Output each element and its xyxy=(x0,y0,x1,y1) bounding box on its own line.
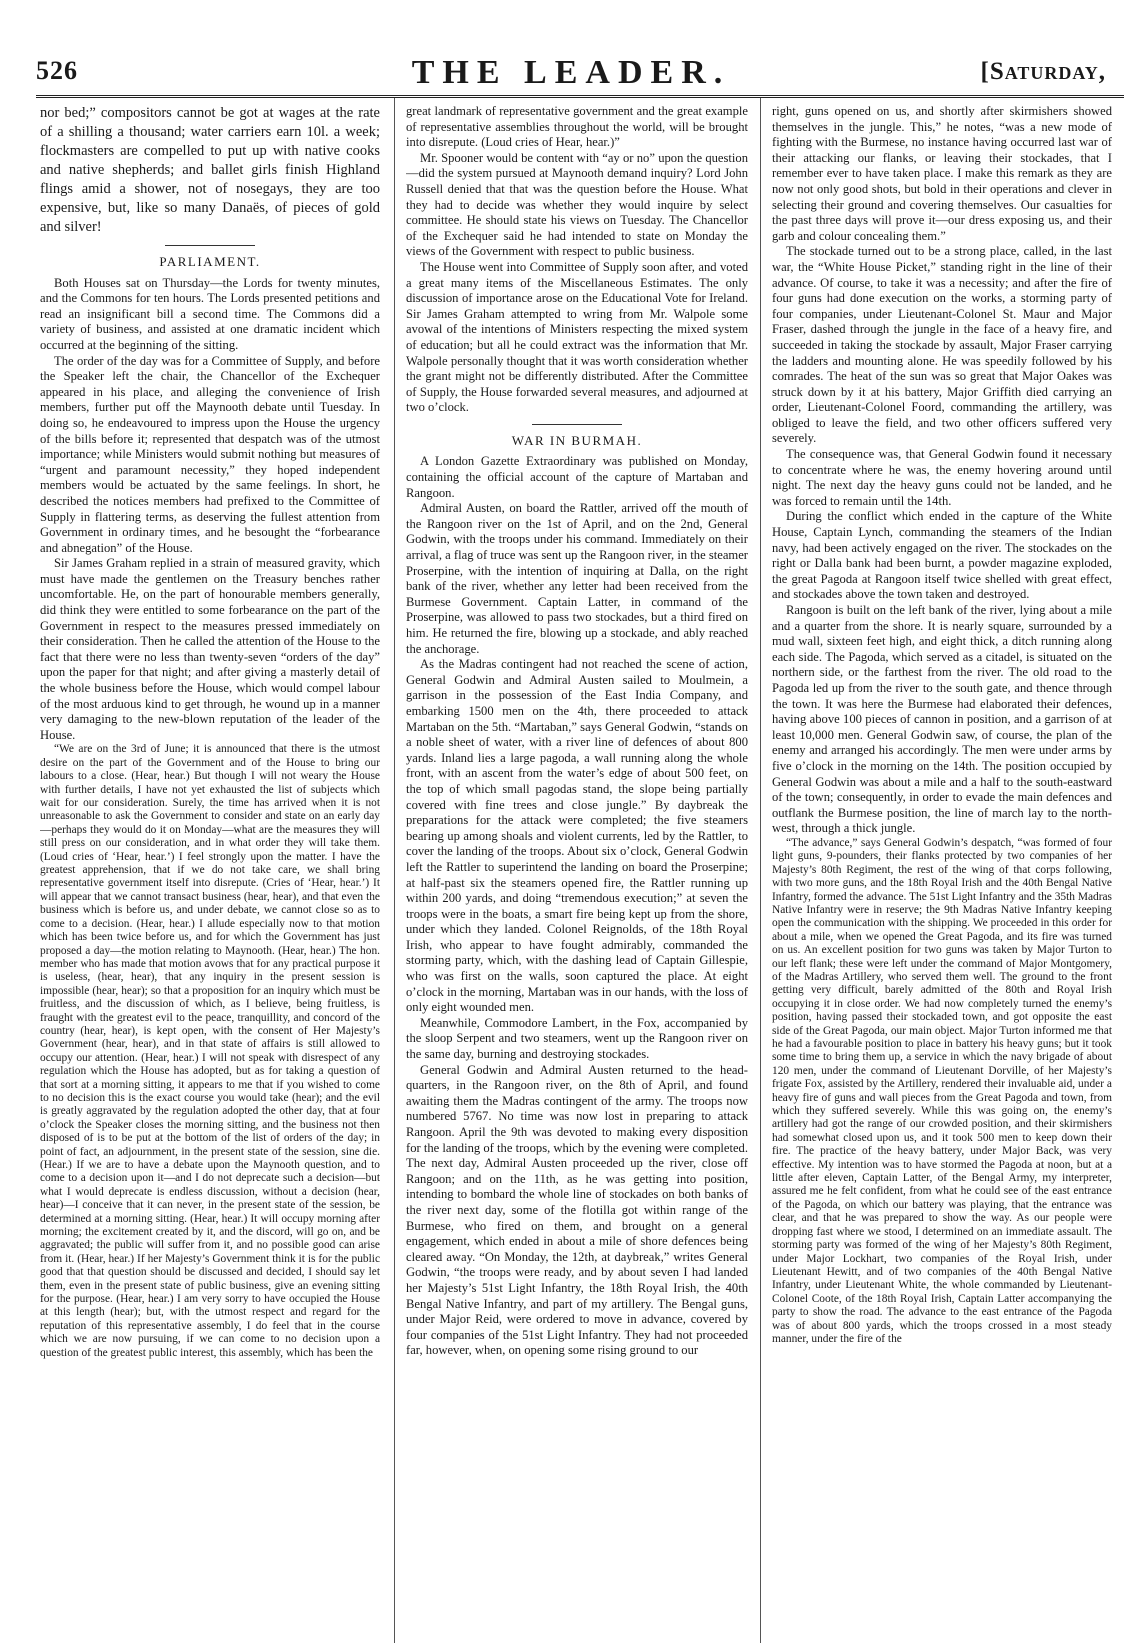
section-divider xyxy=(165,245,255,246)
column-divider-1 xyxy=(394,98,395,1643)
article-paragraph: As the Madras contingent had not reached the scene of action, General Godwin and Admiral Austen sailed to Moulmein, a garrison in the possession of the East India Company, and embarking 1500 men on the 4th, there proceeded to attack Martaban on the 5th. “Martaban,” says General Godwin, “stands on a noble sheet of water, with a river line of defences of about 800 yards. Inland lies a large pagoda, a wall running along the whole front, with an ascent from the water’s edge of about 500 feet, on the top of which small pagodas stand, the slope being partially covered with fine trees and close jungle.” By daybreak the preparations for the attack were completed; the five steamers bearing up among shoals and violent currents, led by the Rattler, to cover the landing of the troops. About six o’clock, General Godwin left the Rattler to superintend the landing on board the Proserpine; at half-past six the steamers opened fire, the Rattler running up within 200 yards, and doing “tremendous execution;” at seven the troops were in the boats, a smart fire being kept up from the shore, under which they landed. Colonel Reignolds, of the 18th Royal Irish, who appear to have fought admirably, commanded the storming party, which, with the dashing lead of Captain Gillespie, who was first on the walls, soon captured the place. At eight o’clock in the morning, Martaban was in our hands, with the loss of only eight wounded men. xyxy=(406,657,748,1015)
heading-war-in-burmah: WAR IN BURMAH. xyxy=(511,432,643,448)
article-paragraph: The consequence was, that General Godwin found it necessary to concentrate where he was, the enemy hovering around until night. The next day the heavy guns could not be landed, and he was forced to remain until the 14th. xyxy=(772,447,1112,508)
column-1 xyxy=(40,104,380,1644)
column-divider-2 xyxy=(760,98,761,1643)
column-3 xyxy=(772,104,1112,1644)
section-divider xyxy=(532,424,622,425)
article-paragraph: Rangoon is built on the left bank of the river, lying about a mile and a quarter from the shore. It is nearly square, surrounded by a mud wall, sixteen feet high, and eight thick, a ditch running along each side. The Pagoda, which served as a citadel, is situated on the northern side, or the farthest from the river. The old road to the Pagoda led up from the river to the south gate, and thence through the town. It was here the Burmese had elaborated their defences, having above 100 pieces of cannon in position, and a garrison of at least 10,000 men. General Godwin saw, of course, the plan of the enemy and arranged his accordingly. The men were under arms by five o’clock in the morning on the 14th. The position occupied by General Godwin was about a mile and a half to the south-eastward of the town; consequently, in order to evade the main defences and outflank the Burmese position, the line of march lay to the north-west, through a thick jungle. xyxy=(772,603,1112,836)
quoted-speech: “We are on the 3rd of June; it is announced that there is the utmost desire on the part of the Government and of the House to bring our labours to a close. (Hear, hear.) But though I will not weary the House with further details, I have not yet exhausted the list of subjects which wait for our consideration. Surely, the time has arrived when it is not unreasonable to ask the Government to consider and state on an early day—perhaps they would do it on Monday—what are the measures they will still press on our consideration, and in what order they will take them. (Loud cries of ‘Hear, hear.’) I feel strongly upon the matter. I have the greatest apprehension, that if we do not take care, we shall bring representative government itself into disrepute. (Cries of ‘Hear, hear.’) It will appear that we cannot transact business (hear, hear), and that even the business which is before us, and under debate, we cannot close so as to come to a decision. (Hear, hear.) I allude especially now to that motion which has been twice before us, and for which the Government has just proposed a day—the motion relating to Maynooth. (Hear, hear.) The hon. member who has made that motion avows that for any practical purpose it is useless, (hear, hear), that any inquiry in the present session is impossible (hear, hear); so that a proposition for an inquiry which must be fruitless, and the discussion of which, as I believe, being fruitless, is fraught with the greatest evil to the peace, tranquillity, and concord of the country (hear, hear), is kept open, with the consent of Her Majesty’s Government (hear, hear), and in that state of affairs is still allowed to occupy our attention. (Hear, hear.) I will not speak with disrespect of any regulation which the House has adopted, but as for taking a question of that sort at a morning sitting, it appears to me that if you wished to come to no decision this is the exact course you would take (hear); and the evil is greatly aggravated by the regulation adopted the other day, that at four o’clock the Speaker closes the morning sitting, and the business not then disposed of is to be put at the bottom of the list of orders of the day; in point of fact, an adjournment, in the present state of the session, sine die. (Hear.) If we are to have a debate upon the Maynooth question, and to come to a decision upon it—and I do not deprecate such a decision—but what I would deprecate is endless discussion, without a decision (hear, hear)—I conceive that it can never, in the present state of the session, be determined at a morning sitting. (Hear, hear.) It will occupy morning after morning; the excitement created by it, and the discord, will go on, and be aggravated; the public will suffer from it, and no possible good can arise from it. (Hear, hear.) If her Majesty’s Government think it is for the public good that that question should be discussed and decided, I should say let them, even in the present state of public business, give an evening sitting for the purpose. (Hear, hear.) I am very sorry to have occupied the House at this length (hear); but, with the utmost respect and regard for the reputation of this representative assembly, I do feel that in the course which we are now pursuing, if we can come to no decision upon a question of the greatest public interest, this assembly, which has been the xyxy=(40,743,380,1359)
article-paragraph: Meanwhile, Commodore Lambert, in the Fox, accompanied by the sloop Serpent and two steamers, went up the Rangoon river on the same day, burning and destroying stockades. xyxy=(406,1015,748,1062)
heading-parliament: PARLIAMENT. xyxy=(159,254,261,269)
article-paragraph: great landmark of representative government and the great example of representative assemblies throughout the world, will be brought into disrepute. (Loud cries of Hear, hear.)” xyxy=(406,104,748,150)
article-paragraph: The House went into Committee of Supply soon after, and voted a great many items of the Miscellaneous Estimates. The only discussion of importance arose on the Educational Vote for Ireland. Sir James Graham attempted to wring from Mr. Walpole some avowal of the intentions of Ministers respecting the mixed system of education; but all he could extract was the information that Mr. Walpole personally thought that it was worth consideration whether the grant might not be differently distributed. After the Committee of Supply, the House forwarded several measures, and adjourned at two o’clock. xyxy=(406,259,748,415)
article-paragraph: right, guns opened on us, and shortly after skirmishers showed themselves in the jungle. This,” he notes, “was a new mode of fighting with the Burmese, no instance having occurred last war of their attacking our flanks, or leaving their stockades, that I remember ever to have taken place. I make this remark as they are now not only good shots, but bold in their operations and clever in selecting their ground and covering themselves. Our casualties for the past three days will prove it—our dress exposing us, and their garb and colour concealing them.” xyxy=(772,104,1112,243)
issue-day: [Saturday, xyxy=(980,58,1106,85)
article-paragraph: During the conflict which ended in the capture of the White House, Captain Lynch, commanding the steamers of the Indian navy, had been actively engaged on the river. The stockades on the right or Dalla bank had been burnt, a powder magazine exploded, the great Pagoda at Rangoon itself twice shelled with great effect, and stockades above the town taken and destroyed. xyxy=(772,509,1112,602)
masthead xyxy=(0,0,1142,100)
masthead-rule xyxy=(36,95,1124,98)
article-paragraph: Both Houses sat on Thursday—the Lords for twenty minutes, and the Commons for ten hours. The Lords presented petitions and read an insignificant bill a second time. The Commons did a variety of business, and assisted at one dramatic incident which occurred at the beginning of the sitting. xyxy=(40,275,380,352)
page-number: 526 xyxy=(36,56,78,85)
opening-paragraph: nor bed;” compositors cannot be got at wages at the rate of a shilling a thousand; water carriers earn 10l. a week; flockmasters are compelled to put up with native cooks and native shepherds; and ballet girls finish Highland flings amid a shower, not of nosegays, they are too expensive, but, like so many Danaës, of pieces of gold and silver! xyxy=(40,105,380,235)
column-2 xyxy=(406,104,748,1644)
article-paragraph: A London Gazette Extraordinary was published on Monday, containing the official account of the capture of Martaban and Rangoon. xyxy=(406,454,748,500)
article-paragraph: Admiral Austen, on board the Rattler, arrived off the mouth of the Rangoon river on the 1st of April, and on the 2nd, General Godwin, with the troops under his command. Immediately on their arrival, a flag of truce was sent up the Rangoon river, in the steamer Proserpine, with the intention of inquiring at Dalla, on the right bank of the river, whether any letter had been received from the Burmese Government. Captain Latter, in command of the Proserpine, was allowed to pass two stockades, but a third fired on him. He returned the fire, blowing up a stockade, and ably reached the anchorage. xyxy=(406,501,748,656)
article-paragraph: Mr. Spooner would be content with “ay or no” upon the question—did the system pursued at Maynooth demand inquiry? Lord John Russell denied that that was the question before the House. What they had to decide was whether they would inquire by select committee. He should state his views on Tuesday. The Chancellor of the Exchequer said he had intended to state on Monday the views of the Government with respect to public business. xyxy=(406,150,748,259)
quoted-despatch: “The advance,” says General Godwin’s despatch, “was formed of four light guns, 9-pounders, their flanks protected by two companies of her Majesty’s 80th Regiment, the rest of the wing of that corps following, with two more guns, and the 18th Royal Irish and the 40th Bengal Native Infantry, formed the advance. The 51st Light Infantry and the 35th Madras Native Infantry were in reserve; the 9th Madras Native Infantry keeping open the communication with the shipping. We proceeded in this order for about a mile, when we opened the Great Pagoda, and its fire was turned on us. An excellent position for two guns was taken by Major Turton to our left flank; these were left under the command of Major Montgomery, of the Madras Artillery, who served them well. The ground to the front getting very difficult, barely admitted of the 80th and Royal Irish occupying it in close order. We had now completely turned the enemy’s position, having passed their stockaded town, and got opposite the east side of the Great Pagoda, our main object. Major Turton informed me that he had a favourable position to place in battery his heavy guns; but it took some time to bring them up, a service in which the navy brigade of about 120 men, under the command of Lieutenant Dorville, of her Majesty’s frigate Fox, assisted by the Artillery, rendered their invaluable aid, under a heavy fire of guns and wall pieces from the Great Pagoda and town, from which they suffered severely. While this was going on, the enemy’s artillery had got the range of our crowded position, and their skirmishers had somewhat closed upon us, and it took 500 men to keep down their fire. The practice of the heavy battery, under Major Back, was very effective. My intention was to have stormed the Pagoda at noon, but at a little after eleven, Captain Latter, of the Bengal Army, my interpreter, assured me he felt confident, from what he could see of the east entrance of the Pagoda, on which our battery was playing, that the entrance was clear, and that he was prepared to show the way. As our people were dropping fast where we stood, I determined on an immediate assault. The storming party was formed of the wing of her Majesty’s 80th Regiment, under Major Lockhart, two companies of the Royal Irish, under Lieutenant Hewitt, and of two companies of the 40th Bengal Native Infantry, under Lieutenant White, the whole commanded by Lieutenant-Colonel Coote, of the 18th Royal Irish, Captain Latter accompanying the party to show the road. The advance to the east entrance of the Pagoda was of about 800 yards, which the troops crossed in a most steady manner, under the fire of the xyxy=(772,836,1112,1345)
article-paragraph: Sir James Graham replied in a strain of measured gravity, which must have made the gentlemen on the Treasury benches rather uncomfortable. He, on the part of honourable members generally, did think they were entitled to some forbearance on the part of the Government in respect to the measures pressed immediately on their consideration. Then he called the attention of the House to the fact that there were no less than twenty-seven “orders of the day” upon the paper for that night; and after giving a masterly detail of the whole business before the House, which would compel labour of the most arduous kind to get through, he wound up in a manner very damaging to the new-blown reputation of the leader of the House. xyxy=(40,556,380,742)
article-paragraph: The stockade turned out to be a strong place, called, in the last war, the “White House Picket,” standing right in the line of their advance. Of course, to take it was a necessity; and after the fire of four guns had done execution on the works, a storming party of four companies, under Lieutenant-Colonel St. Maur and Major Fraser, dashed through the jungle in the face of a heavy fire, and succeeded in taking the stockade by assault, Major Fraser carrying the ladders and mounting alone. He was speedily followed by his comrades. The heat of the sun was so great that Major Oakes was struck down by it at his battery, Major Griffith died carrying an order, Lieutenant-Colonel Foord, commanding the artillery, was obliged to leave the field, and two other officers suffered very severely. xyxy=(772,244,1112,446)
article-paragraph: The order of the day was for a Committee of Supply, and before the Speaker left the chair, the Chancellor of the Exchequer appeared in his place, and alleging the convenience of Irish members, further put off the Maynooth debate until Tuesday. In doing so, he endeavoured to impress upon the House the urgency of the bills before it; represented that despatch was of the utmost importance; while Ministers would submit nothing but measures of “urgent and paramount necessity,” they hoped independent members would be actuated by the same feelings. In short, he described the notices members had prefixed to the Committee of Supply in flattering terms, as deserving the fullest attention from Government in ordinary times, and he besought the “forbearance and abnegation” of the House. xyxy=(40,353,380,555)
article-paragraph: General Godwin and Admiral Austen returned to the head-quarters, in the Rangoon river, on the 8th of April, and found awaiting them the Madras contingent of the army. The troops now numbered 5767. No time was now lost in preparing to attack Rangoon. April the 9th was devoted to making every disposition for the landing of the troops, which by the evening were completed. The next day, Admiral Austen proceeded up the river, close off Rangoon; and on the 11th, as he was getting into position, intending to bombard the whole line of stockades on both banks of the river next day, some of the flotilla got within range of the Burmese, who fired on them, and brought on a general engagement, which ended in about a mile of shore defences being cleared away. “On Monday, the 12th, at daybreak,” writes General Godwin, “the troops were ready, and by about seven I had landed her Majesty’s 51st Light Infantry, the 18th Royal Irish, the 40th Bengal Native Infantry, and part of my artillery. The Bengal guns, under Major Reid, were ordered to move in advance, covered by four companies of the 51st Light Infantry. They had not proceeded far, however, when, on opening some rising ground to our xyxy=(406,1062,748,1358)
newspaper-title: THE LEADER. xyxy=(411,54,731,91)
